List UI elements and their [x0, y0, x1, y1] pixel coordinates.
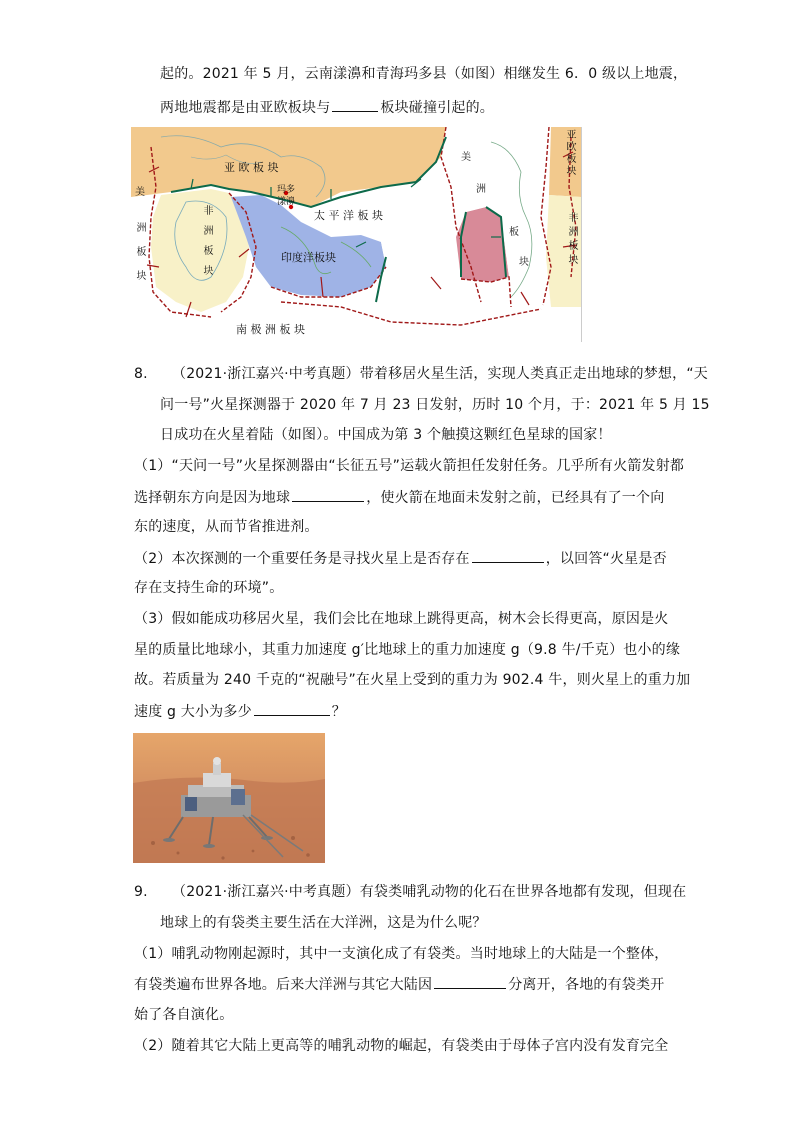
- antarctic-plate-label: 南 极 洲 板 块: [236, 323, 305, 336]
- q9-part1-line-1: （1）哺乳动物刚起源时，其中一支演化成了有袋类。当时地球上的大陆是一个整体，: [134, 946, 669, 962]
- q8-line-2: 问一号”火星探测器于 2020 年 7 月 23 日发射，历时 10 个月，于：2021 年 5 月 15: [160, 397, 710, 413]
- mars-lander-graphic: [133, 733, 325, 863]
- q9-part1-line-2: [134, 974, 664, 995]
- q9-number: 9.: [134, 884, 148, 900]
- african-plate-label: 非洲板块: [201, 205, 212, 285]
- american-plate-left-label: 洲板块: [134, 222, 145, 294]
- q8-part1-line-1: （1）“天问一号”火星探测器由“长征五号”运载火箭担任发射任务。几乎所有火箭发射都: [134, 458, 685, 474]
- q8-part3-text-a: 速度 g 大小为多少: [134, 704, 252, 720]
- q8-part1-line-3: 东的速度，从而节省推进剂。: [134, 519, 319, 535]
- america-mei-label: 美: [461, 152, 471, 163]
- america-zhou-label: 洲: [476, 184, 486, 195]
- indian-plate-label: 印度洋板块: [281, 251, 336, 264]
- america-ban-label: 板: [509, 227, 519, 238]
- pacific-plate-label: 太 平 洋 板 块: [314, 209, 383, 222]
- yangbi-label: 漾濞: [277, 197, 296, 207]
- q8-part2-line-1: [134, 548, 667, 569]
- q8-part3-blank: [254, 701, 330, 716]
- eurasian-plate-right-label: 亚欧板块: [564, 129, 575, 177]
- plate-map: [131, 127, 582, 342]
- q8-line-3: 日成功在火星着陆（如图）。中国成为第 3 个触摸这颗红色星球的国家！: [160, 427, 612, 443]
- q9-part1-text-a: 有袋类遍布世界各地。后来大洋洲与其它大陆因: [134, 977, 433, 993]
- q8-part2-text-a: （2）本次探测的一个重要任务是寻找火星上是否存在: [134, 551, 470, 567]
- q9-part2-line-1: （2）随着其它大陆上更高等的哺乳动物的崛起，有袋类由于母体子宫内没有发育完全: [134, 1038, 669, 1054]
- intro-line-1: 起的。2021 年 5 月，云南漾濞和青海玛多县（如图）相继发生 6．0 级以上地震，: [160, 66, 688, 82]
- eurasian-plate-label: 亚 欧 板 块: [224, 161, 279, 174]
- q8-part3-line-3: 故。若质量为 240 千克的“祝融号”在火星上受到的重力为 902.4 牛，则火星上的重力加: [134, 672, 691, 688]
- q9-line-2: 地球上的有袋类主要生活在大洋洲，这是为什么呢？: [160, 915, 487, 931]
- q9-part1-blank: [434, 974, 506, 989]
- q9-line-1: （2021·浙江嘉兴·中考真题）有袋类哺乳动物的化石在世界各地都有发现，但现在: [172, 884, 687, 900]
- q8-part2-line-2: 存在支持生命的环境”。: [134, 580, 284, 596]
- madoi-label: 玛多: [277, 185, 296, 195]
- q8-part2-text-b: ，以回答“火星是否: [545, 551, 667, 567]
- q8-part3-line-1: （3）假如能成功移居火星，我们会比在地球上跳得更高，树木会长得更高，原因是火: [134, 611, 669, 627]
- intro-line-2: [160, 97, 494, 118]
- q9-part1-line-3: 始了各自演化。: [134, 1007, 234, 1023]
- q8-part3-line-2: 星的质量比地球小，其重力加速度 g′比地球上的重力加速度 g（9.8 牛/千克）也小的缘: [134, 642, 681, 658]
- america-kuai-label: 块: [519, 257, 529, 268]
- q8-part3-text-b: ？: [331, 704, 346, 720]
- african-plate-right-label: 非洲板块: [566, 212, 577, 268]
- america-left-label: 美: [135, 187, 145, 198]
- answer-blank: [332, 97, 378, 112]
- q8-part3-line-4: [134, 701, 346, 722]
- q8-line-1: （2021·浙江嘉兴·中考真题）带着移居火星生活，实现人类真正走出地球的梦想，“天: [172, 366, 708, 382]
- q8-number: 8.: [134, 366, 148, 382]
- intro-line-2-start: 两地地震都是由亚欧板块与: [160, 100, 331, 116]
- intro-line-2-end: 板块碰撞引起的。: [380, 100, 495, 116]
- q8-part1-line-2: [134, 487, 664, 508]
- mars-lander-photo: [133, 733, 325, 863]
- q8-part2-blank: [472, 548, 544, 563]
- q8-part1-text-a: 选择朝东方向是因为地球: [134, 490, 291, 506]
- q9-part1-text-b: 分离开，各地的有袋类开: [508, 977, 665, 993]
- q8-part1-blank: [292, 487, 364, 502]
- q8-part1-text-b: ，使火箭在地面未发射之前，已经具有了一个向: [366, 490, 665, 506]
